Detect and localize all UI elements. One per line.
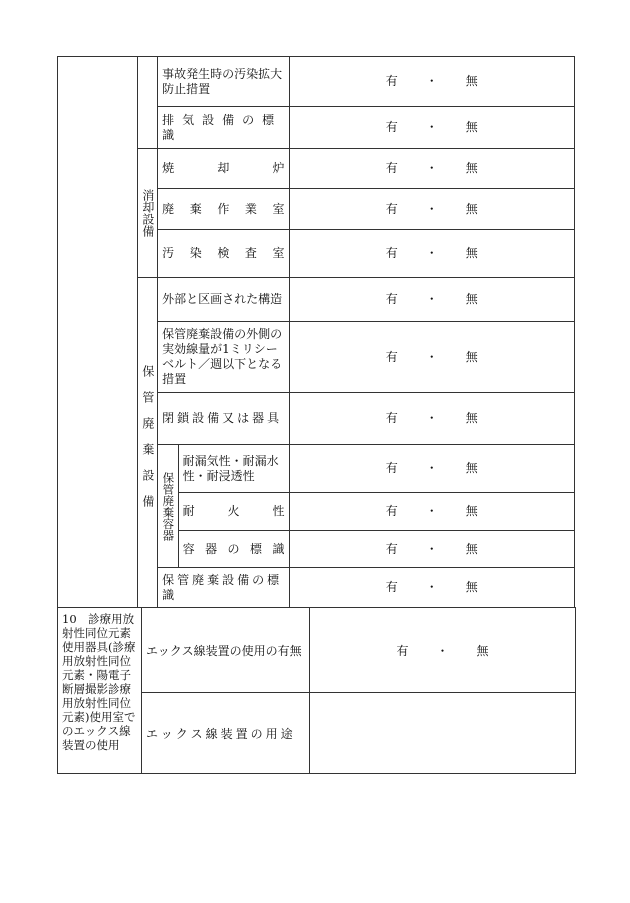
answer-no[interactable]: 無 — [465, 74, 478, 88]
answer-yes[interactable]: 有 — [385, 461, 398, 475]
answer-separator: ・ — [425, 74, 438, 88]
answer-cell — [289, 107, 574, 149]
answer-no[interactable]: 無 — [465, 411, 478, 425]
answer-cell — [289, 568, 574, 608]
category-cell-blank — [58, 57, 138, 608]
item-label: 外部と区画された構造 — [158, 278, 289, 322]
answer-cell — [289, 189, 574, 230]
answer-cell — [289, 493, 574, 531]
answer-separator: ・ — [425, 201, 438, 216]
answer-yes[interactable]: 有 — [385, 120, 398, 134]
answer-yes[interactable]: 有 — [385, 161, 398, 175]
answer-separator: ・ — [425, 504, 438, 518]
item-label: 耐漏気性・耐漏水性・耐浸透性 — [178, 445, 289, 493]
subgroup-cell-blank — [137, 57, 157, 149]
answer-no[interactable]: 無 — [465, 349, 478, 364]
answer-cell — [289, 57, 574, 107]
answer-no[interactable]: 無 — [465, 541, 478, 556]
group-label-container: 保管廃棄容器 — [158, 445, 178, 568]
item-label: 容器の標識 — [178, 531, 289, 568]
answer-yes[interactable]: 有 — [385, 504, 398, 518]
inspection-form-table — [57, 56, 575, 608]
answer-separator: ・ — [425, 541, 438, 556]
item-label: エックス線装置の用途 — [142, 693, 310, 774]
answer-separator: ・ — [425, 580, 438, 594]
answer-yes[interactable]: 有 — [385, 349, 398, 364]
answer-separator: ・ — [425, 161, 438, 175]
answer-no[interactable]: 無 — [465, 201, 478, 216]
answer-cell — [289, 531, 574, 568]
section-10-table — [57, 607, 576, 774]
answer-no[interactable]: 無 — [476, 643, 489, 658]
answer-no[interactable]: 無 — [465, 161, 478, 175]
answer-cell — [289, 445, 574, 493]
answer-separator: ・ — [425, 461, 438, 475]
answer-separator: ・ — [425, 292, 438, 306]
answer-yes[interactable]: 有 — [385, 580, 398, 594]
answer-separator: ・ — [425, 411, 438, 425]
answer-no[interactable]: 無 — [465, 580, 478, 594]
item-label: 汚染検査室 — [158, 230, 289, 278]
item-label: 事故発生時の汚染拡大防止措置 — [158, 57, 289, 107]
answer-no[interactable]: 無 — [465, 461, 478, 475]
item-label: 保管廃棄設備の外側の実効線量が1ミリシーベルト／週以下となる措置 — [158, 322, 289, 393]
answer-separator: ・ — [425, 120, 438, 134]
answer-cell — [289, 393, 574, 445]
answer-no[interactable]: 無 — [465, 120, 478, 134]
answer-yes[interactable]: 有 — [396, 643, 409, 658]
item-label: 耐火性 — [178, 493, 289, 531]
answer-yes[interactable]: 有 — [385, 201, 398, 216]
answer-cell — [289, 230, 574, 278]
item-label: 廃棄作業室 — [158, 189, 289, 230]
answer-no[interactable]: 無 — [465, 292, 478, 306]
item-label: 排気設備の標識 — [158, 107, 289, 149]
answer-cell — [289, 278, 574, 322]
item-label: 閉鎖設備又は器具 — [158, 393, 289, 445]
section-10-title: 10 診療用放射性同位元素使用器具(診療用放射性同位元素・陽電子断層撮影診療用放射性同位元素)使用室でのエックス線装置の使用 — [58, 608, 142, 774]
answer-separator: ・ — [436, 643, 449, 658]
answer-yes[interactable]: 有 — [385, 292, 398, 306]
item-label: 焼却炉 — [158, 149, 289, 189]
answer-no[interactable]: 無 — [465, 246, 478, 260]
answer-yes[interactable]: 有 — [385, 411, 398, 425]
answer-separator: ・ — [425, 349, 438, 364]
answer-yes[interactable]: 有 — [385, 74, 398, 88]
answer-cell — [289, 322, 574, 393]
group-label-incineration: 消却設備 — [137, 149, 157, 278]
answer-input-cell[interactable] — [310, 693, 576, 774]
item-label: 保管廃棄設備の標識 — [158, 568, 289, 608]
answer-yes[interactable]: 有 — [385, 541, 398, 556]
row-contamination-prevention — [58, 57, 575, 107]
answer-no[interactable]: 無 — [465, 504, 478, 518]
row-xray-usage — [58, 608, 576, 693]
answer-yes[interactable]: 有 — [385, 246, 398, 260]
answer-cell — [310, 608, 576, 693]
answer-separator: ・ — [425, 246, 438, 260]
item-label: エックス線装置の使用の有無 — [142, 608, 310, 693]
answer-cell — [289, 149, 574, 189]
group-label-storage: 保管廃棄設備 — [137, 278, 157, 608]
